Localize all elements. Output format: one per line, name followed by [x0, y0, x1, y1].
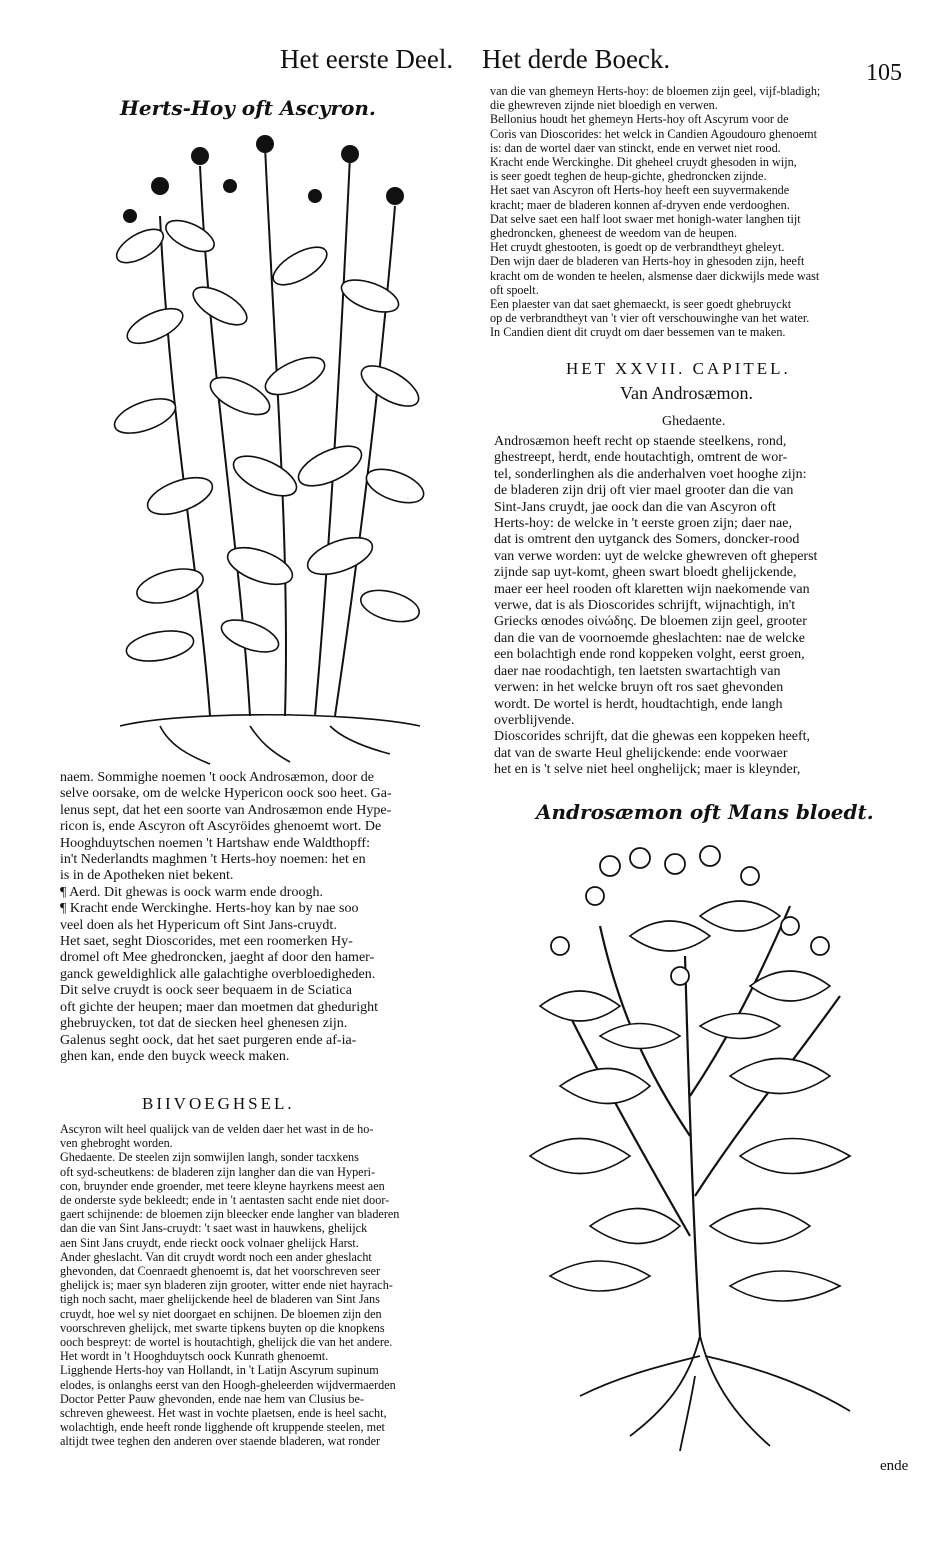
- right-line: die ghewreven zijnde niet bloedigh en verwen.: [490, 98, 718, 113]
- bijvoeghsel-line: aen Sint Jans cruydt, ende rieckt oock volnaer ghelijck Harst.: [60, 1235, 359, 1250]
- chapter-line: van verwe worden: uyt de welcke ghewreven oft gheperst: [494, 548, 818, 564]
- left-line: ¶ Aerd. Dit ghewas is oock warm ende droogh.: [60, 884, 323, 900]
- right-line: kracht; maer de bladeren konnen af-dryven ende verdooghen.: [490, 197, 790, 212]
- bijvoeghsel-line: con, bruynder ende groender, met teere kleyne hayrkens meest aen: [60, 1178, 385, 1193]
- left-line: naem. Sommighe noemen 't oock Androsæmon, door de: [60, 770, 374, 785]
- left-line: veel doen als het Hypericum oft Sint Jans-cruydt.: [60, 917, 337, 933]
- right-line: is: dan de wortel daer van stinckt, ende en verwet niet rood.: [490, 140, 781, 155]
- left-line: Hooghduytschen noemen 't Hartshaw ende Waldthopff:: [60, 835, 370, 851]
- bijvoeghsel-line: ven ghebroght worden.: [60, 1136, 173, 1151]
- bijvoeghsel-line: elodes, is onlanghs eerst van den Hoogh-gheleerden wijdvermaerden: [60, 1377, 396, 1392]
- chapter-title: HET XXVII. CAPITEL.: [566, 359, 791, 378]
- right-line: Een plaester van dat saet ghemaeckt, is seer goedt ghebruyckt: [490, 297, 792, 312]
- left-line: ricon is, ende Ascyron oft Ascyröides ghenoemt wort. De: [60, 819, 382, 835]
- left-line: dromel oft Mee ghedroncken, jaeght af door den hamer-: [60, 950, 375, 966]
- chapter-line: tel, sonderlinghen als die anderhalven voet hooghe zijn:: [494, 466, 807, 482]
- androsaemon-figure-title: Androsæmon oft Mans bloedt.: [536, 800, 874, 824]
- chapter-line: zijnde sap uyt-komt, gheen swart bloedt ghelijckende,: [494, 565, 797, 581]
- left-line: Galenus seght oock, dat het saet purgeren ende af-ia-: [60, 1032, 357, 1048]
- header-right: Het derde Boeck.: [482, 44, 671, 74]
- catchword: ende: [880, 1458, 909, 1474]
- chapter-line: verwen: in het welcke bruyn oft ros saet ghevonden: [494, 680, 784, 696]
- chapter-line: Androsæmon heeft recht op staende steelkens, rond,: [494, 434, 787, 449]
- chapter-line: Herts-hoy: de welcke in 't eerste groen zijn; daer nae,: [494, 516, 792, 532]
- bijvoeghsel-line: de onderste syde bekleedt; ende in 't aentasten sacht ende niet door-: [60, 1193, 390, 1208]
- chapter-line: dat is omtrent den uytganck des Somers, doncker-rood: [494, 532, 800, 548]
- chapter-subtitle: Van Androsæmon.: [620, 383, 754, 403]
- right-line: oft spoelt.: [490, 282, 539, 297]
- right-line: Dat selve saet een half loot swaer met honigh-water langhen tijt: [490, 211, 801, 226]
- bijvoeghsel-line: cruydt, hoe wel sy niet doorgaet en schijnen. De bloemen zijn den: [60, 1306, 382, 1321]
- chapter-line: maer eer heel rooden oft klaretten wijn naekomende van: [494, 581, 810, 597]
- bijvoeghsel-line: dan die van Sint Jans-cruydt: 't saet wast in hauwkens, ghelijck: [60, 1221, 368, 1236]
- bijvoeghsel-line: Het wordt in 't Hooghduytsch oock Kunrath ghenoemt.: [60, 1349, 329, 1364]
- left-line: lenus sept, dat het een soorte van Androsæmon ende Hype-: [60, 802, 392, 818]
- left-line: oft gichte der heupen; maer dan moetmen dat gheduright: [60, 999, 379, 1015]
- left-line: ghen kan, ende den buyck weeck maken.: [60, 1048, 290, 1064]
- bijvoeghsel-line: altijdt twee teghen den anderen over staende bladeren, wat ronder: [60, 1434, 381, 1449]
- bijvoeghsel-line: wolachtigh, ende heeft ronde ligghende oft kruppende steelen, met: [60, 1420, 385, 1435]
- chapter-line: wordt. De wortel is herdt, houdtachtigh, ende langh: [494, 696, 783, 712]
- bijvoeghsel-line: voorschreven ghelijck, met swarte tipkens buyten op die knopkens: [60, 1320, 385, 1335]
- left-text-block: [60, 770, 480, 1065]
- right-top-block: [490, 84, 910, 340]
- left-line: ¶ Kracht ende Werckinghe. Herts-hoy kan by nae soo: [60, 901, 359, 917]
- bijvoeghsel-line: gaert schijnende: de bloemen zijn bleecker ende langher van bladeren: [60, 1207, 400, 1222]
- page-number: 105: [866, 60, 902, 86]
- bijvoeghsel-block: [60, 1122, 480, 1449]
- left-line: selve oorsake, om de welcke Hypericon oock soo heet. Ga-: [60, 786, 392, 802]
- right-line: Bellonius houdt het ghemeyn Herts-hoy oft Ascyrum voor de: [490, 112, 789, 127]
- herts-hoy-figure-title: Herts-Hoy oft Ascyron.: [120, 96, 376, 120]
- androsaemon-illustration: [500, 836, 890, 1456]
- right-line: Het cruydt ghestooten, is goedt op de verbrandtheyt gheleyt.: [490, 240, 785, 255]
- herts-hoy-illustration: [100, 126, 430, 766]
- right-line: van die van ghemeyn Herts-hoy: de bloemen zijn geel, vijf-bladigh;: [490, 84, 821, 98]
- left-line: Dit selve cruydt is oock seer bequaem in de Sciatica: [60, 983, 352, 999]
- bijvoeghsel-line: ooch bespreyt: de wortel is houtachtigh, ghelijck die van het andere.: [60, 1335, 393, 1350]
- androsaemon-woodcut: [500, 836, 890, 1456]
- bijvoeghsel-line: tigh noch sacht, maer ghelijckende heel de bladeren van Sint Jans: [60, 1292, 380, 1307]
- right-line: Den wijn daer de bladeren van Herts-hoy in ghesoden zijn, heeft: [490, 254, 805, 269]
- left-line: in't Nederlandts maghmen 't Herts-hoy noemen: het en: [60, 852, 366, 868]
- chapter-line: dat van de swarte Heul ghelijckende: ende voorwaer: [494, 745, 788, 761]
- right-line: Het saet van Ascyron oft Herts-hoy heeft een suyvermakende: [490, 183, 790, 198]
- bijvoeghsel-line: Ghedaente. De steelen zijn somwijlen langh, sonder tacxkens: [60, 1150, 359, 1165]
- left-line: ghebruycken, tot dat de siecken heel ghenesen zijn.: [60, 1016, 348, 1032]
- bijvoeghsel-line: Ligghende Herts-hoy van Hollandt, in 't Latijn Ascyrum supinum: [60, 1363, 379, 1378]
- chapter-text-block: [494, 434, 914, 779]
- bijvoeghsel-line: Ander gheslacht. Van dit cruydt wordt noch een ander gheslacht: [60, 1249, 372, 1264]
- bijvoeghsel-line: Ascyron wilt heel qualijck van de velden daer het wast in de ho-: [60, 1122, 374, 1136]
- chapter-line: een bolachtigh ende rond koppeken volght, eerst groen,: [494, 647, 805, 663]
- right-line: kracht om de wonden te heelen, alsmense daer dickwijls mede wast: [490, 268, 820, 283]
- chapter-line: daer nae roodachtigh, ten laetsten swartachtigh van: [494, 663, 781, 679]
- right-line: In Candien dient dit cruydt om daer bessemen van te maken.: [490, 325, 786, 340]
- chapter-line: het en is 't selve niet heel onghelijck; maer is kleynder,: [494, 762, 801, 778]
- chapter-line: Sint-Jans cruydt, jae oock dan die van Ascyron oft: [494, 499, 776, 515]
- chapter-line: de bladeren zijn drij oft vier mael grooter dan die van: [494, 483, 794, 499]
- chapter-line: Dioscorides schrijft, dat die ghewas een koppeken heeft,: [494, 729, 811, 745]
- chapter-line: verwe, dat is als Dioscorides schrijft, wijnachtigh, in't: [494, 598, 796, 614]
- bijvoeghsel-line: Doctor Petter Pauw ghevonden, ende nae hem van Clusius be-: [60, 1391, 364, 1406]
- right-line: Coris van Dioscorides: het welck in Candien Agoudouro ghenoemt: [490, 126, 817, 141]
- bijvoeghsel-line: schreven gheweest. Het wast in vochte plaetsen, ende is heel sacht,: [60, 1406, 387, 1421]
- right-line: Kracht ende Werckinghe. Dit gheheel cruydt ghesoden in wijn,: [490, 155, 797, 170]
- left-line: ganck geweldighlick alle galachtighe overbloedigheden.: [60, 966, 376, 982]
- right-line: ghedroncken, gheneest de weedom van de heupen.: [490, 226, 738, 241]
- bijvoeghsel-title: BIIVOEGHSEL.: [142, 1094, 295, 1113]
- header-left: Het eerste Deel.: [280, 44, 454, 74]
- bijvoeghsel-line: ghelijck is; maer syn bladeren zijn grooter, witter ende niet hayrach-: [60, 1278, 393, 1293]
- right-line: op de verbrandtheyt van 't vier oft verschouwinghe van het water.: [490, 311, 810, 326]
- chapter-line: Griecks œnodes οἰνώδης. De bloemen zijn geel, grooter: [494, 614, 807, 630]
- ghedaente-heading: Ghedaente.: [662, 414, 726, 429]
- chapter-line: overblijvende.: [494, 712, 575, 728]
- bijvoeghsel-line: oft syd-scheutkens: de bladeren zijn langher dan die van Hyperi-: [60, 1164, 376, 1179]
- bijvoeghsel-line: ghevonden, dat Coenraedt ghenoemt is, dat het voorschreven seer: [60, 1264, 381, 1279]
- left-line: Het saet, seght Dioscorides, met een roomerken Hy-: [60, 934, 353, 950]
- left-line: is in de Apotheken niet bekent.: [60, 868, 234, 884]
- herts-hoy-woodcut: [100, 126, 430, 766]
- chapter-line: ghestreept, herdt, ende houtachtigh, omtrent de wor-: [494, 450, 788, 466]
- chapter-line: dan die van de voornoemde gheslachten: nae de welcke: [494, 630, 805, 646]
- right-line: is seer goedt teghen de heup-gichte, ghedroncken zijnde.: [490, 169, 767, 184]
